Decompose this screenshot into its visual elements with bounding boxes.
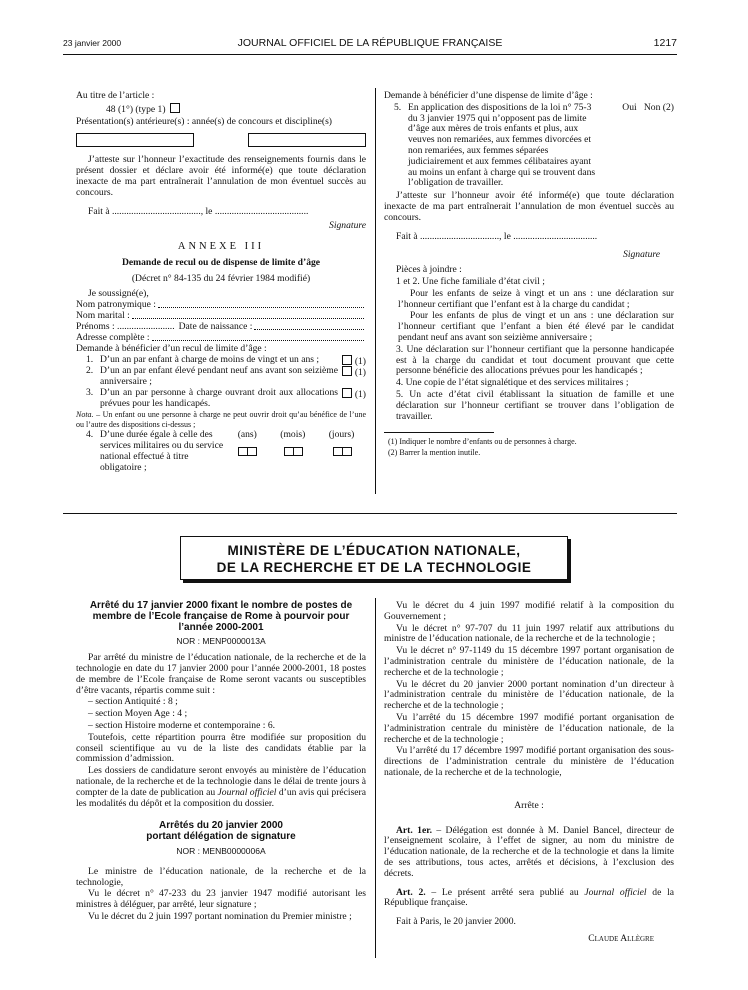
pieces-title: Pièces à joindre : (396, 264, 462, 276)
header-date: 23 janvier 2000 (63, 38, 122, 48)
page-header (63, 36, 677, 52)
arrete-2-p3: Vu le décret du 2 juin 1997 portant nomination du Premier ministre ; (88, 910, 352, 922)
article-1-text: – Délégation est donnée à M. Daniel Bancel, directeur de l’enseignement scolaire, à l’effet de signer, au nom du ministre de l’éducation nationale, de la recherche et de la technologie et dans la limite de ses attributions, tous actes, arrêtés et décisions, à l’exclusion des décrets. (384, 824, 674, 879)
duration-fields (226, 430, 366, 473)
article-1 (384, 826, 674, 880)
header-title: JOURNAL OFFICIEL DE LA RÉPUBLIQUE FRANÇAISE (237, 37, 503, 49)
ministry-line-1: MINISTÈRE DE L’ÉDUCATION NATIONALE, (227, 543, 521, 558)
attest-text-right: J’atteste sur l’honneur avoir été informé(e) que toute déclaration inexacte de ma part entraînerait l’annulation de mon éventuel succès au concours. (384, 190, 674, 223)
footnote-1: (1) Indiquer le nombre d’enfants ou de personnes à charge. (388, 437, 577, 447)
item-text: D’un an par enfant élevé pendant neuf ans avant son seizième anniversaire ; (100, 365, 338, 387)
journal-officiel-ref: Journal officiel (217, 786, 277, 798)
arrete-2-title: Arrêtés du 20 janvier 2000 portant délégation de signature (146, 820, 296, 843)
duration-months (280, 430, 305, 473)
nota-text (76, 410, 366, 429)
fait-a-line: Fait à ....................................., le ....................................... (88, 205, 309, 217)
field-fill[interactable] (152, 333, 364, 341)
item-checkbox[interactable] (340, 366, 366, 379)
section-antiquite: – section Antiquité : 8 ; (88, 696, 178, 708)
field-label: Nom marital : (76, 310, 130, 322)
section-moyen-age: – section Moyen Age : 4 ; (88, 708, 188, 720)
arrete-2-p2: Vu le décret n° 47-233 du 23 janvier 1947 modifié autorisant les ministres à déléguer, par arrêté, leur signature ; (76, 888, 366, 911)
arrete-1-title: Arrêté du 17 janvier 2000 fixant le nombre de postes de membre de l’Ecole française de Rome à pourvoir pour l’année 2000-2001 (89, 600, 353, 633)
field-label: Nom patronymique : (76, 299, 156, 311)
form-right-column (384, 91, 674, 458)
field-fill[interactable] (254, 322, 364, 330)
ministry-banner (180, 536, 568, 580)
dispense-item-5 (394, 103, 674, 189)
article-type-checkbox[interactable] (170, 103, 180, 113)
duration-label: (mois) (280, 429, 306, 441)
arrete-2-p1: Le ministre de l’éducation nationale, de la recherche et de la technologie, (76, 865, 366, 888)
p3-part: Les dossiers de candidature seront envoyés au ministère de l’éducation nationale, de la recherche et de la technologie dans le délai de trente jours à compter de la date de publication au (76, 765, 366, 798)
arrete-1-p1: Par arrêté du ministre de l’éducation nationale, de la recherche et de la technologie en date du 17 janvier 2000 pour l’année 2000-2001, 18 postes de membre de l’Ecole française de Rome seront vacants ou susceptibles d’être vacants, répartis comme suit : (76, 652, 366, 696)
duration-label: (ans) (237, 429, 257, 441)
field-label: Prénoms : ........................ (76, 320, 175, 332)
arrete-1-p3 (76, 766, 366, 809)
signature-label: Signature (329, 220, 366, 232)
signatory: Claude Allègre (588, 932, 654, 944)
fait-a-line-right: Fait à ................................., le ................................... (396, 230, 598, 242)
item-checkbox[interactable] (340, 388, 366, 401)
header-rule (63, 54, 677, 55)
item-note: (1) (354, 367, 366, 379)
arrete-label: Arrête : (514, 799, 544, 811)
article-2-text: de la République française. (384, 886, 674, 909)
footnote-rule (384, 432, 494, 433)
column-divider-upper (375, 88, 376, 494)
item-number: 1. (86, 354, 94, 366)
attest-text: J’atteste sur l’honneur l’exactitude des renseignements fournis dans le présent dossier et déclare avoir été informé(e) que toute déclaration inexacte de ma part entraînerait l’annulation de mon éventuel succès au concours. (76, 154, 366, 198)
field-label: Adresse complète : (76, 331, 150, 343)
field-label-naissance: Date de naissance : (178, 320, 253, 332)
recul-item-3 (86, 388, 366, 410)
item-text: D’un an par enfant à charge de moins de vingt et un ans ; (100, 354, 320, 366)
form-left-column (76, 91, 366, 474)
vu-6: Vu l’arrêté du 17 décembre 1997 modifié portant organisation des sous-directions de l’administration centrale du ministère de l’éducation nationale, de la recherche et de la technologie, (384, 745, 674, 778)
presentation-box-2[interactable] (248, 133, 366, 147)
duration-years (238, 430, 257, 473)
article-type: 48 (1°) (type 1) (106, 103, 166, 115)
presentation-boxes (76, 133, 366, 147)
footnote-2: (2) Barrer la mention inutile. (388, 447, 481, 457)
arretes-left-column (76, 601, 366, 924)
oui-non-choice[interactable]: Oui Non (2) (622, 101, 674, 113)
header-page-number: 1217 (653, 37, 677, 49)
demande-recul-label: Demande à bénéficier d’un recul de limite d’âge : (76, 342, 267, 354)
field-adresse (76, 333, 366, 344)
vu-1: Vu le décret du 4 juin 1997 modifié relatif à la composition du Gouvernement ; (384, 600, 674, 622)
article-label: Au titre de l’article : (76, 90, 155, 101)
article-2-text: – Le présent arrêté sera publié au (425, 886, 585, 898)
presentation-box-1[interactable] (76, 133, 194, 147)
signature-label-right: Signature (623, 249, 660, 261)
digit-box[interactable] (293, 447, 303, 456)
arrete-1-nor: NOR : MENP0000013A (176, 636, 266, 647)
presentation-label: Présentation(s) antérieure(s) : année(s) de concours et discipline(s) (76, 115, 333, 127)
ministry-line-2: DE LA RECHERCHE ET DE LA TECHNOLOGIE (216, 560, 532, 575)
arrete-2-nor: NOR : MENB0000006A (176, 845, 266, 856)
recul-item-4 (86, 430, 366, 473)
vu-5: Vu l’arrêté du 15 décembre 1997 modifié portant organisation de l’administration centrale du ministère de l’éducation nationale, de la recherche et de la technologie ; (384, 711, 674, 745)
piece-5: 5. Un acte d’état civil établissant la situation de famille et une déclaration sur l’honneur certifiant se trouver dans l’obligation de travailler. (396, 388, 674, 422)
item-number: 5. (394, 101, 402, 113)
piece-1-2: 1 et 2. Une fiche familiale d’état civil ; (396, 275, 545, 287)
piece-1-2-b: Pour les enfants de plus de vingt et un ans : une déclaration sur l’honneur certifiant que l’enfant a bien été élevé par le candidat pendant neuf ans avant son seizième anniversaire ; (398, 310, 674, 343)
column-divider-lower (375, 598, 376, 958)
annexe-title: ANNEXE III (177, 241, 265, 253)
article-1-label: Art. 1er. (396, 824, 432, 836)
field-fill[interactable] (158, 300, 364, 308)
recul-item-2 (86, 366, 366, 388)
journal-officiel-ref: Journal officiel (584, 886, 647, 898)
digit-box[interactable] (342, 447, 352, 456)
demande-dispense-label: Demande à bénéficier d’une dispense de limite d’âge : (384, 90, 593, 101)
vu-2: Vu le décret n° 97-707 du 11 juin 1997 relatif aux attributions du ministre de l’éducation nationale, de la recherche et de la technologie ; (384, 622, 674, 645)
item-note: (1) (354, 356, 366, 368)
item-5-row (408, 103, 674, 189)
item-4-text-wrap (86, 430, 226, 473)
nota-body: – Un enfant ou une personne à charge ne peut ouvrir droit qu’au bénéfice de l’une ou l’autre des dispositions ci-dessus ; (76, 410, 366, 429)
fait-paris: Fait à Paris, le 20 janvier 2000. (396, 916, 516, 928)
item-number: 2. (86, 365, 94, 377)
item-number: 3. (86, 386, 94, 398)
vu-4: Vu le décret du 20 janvier 2000 portant nomination d’un directeur à l’administration centrale du ministère de l’éducation nationale, de la recherche et de la technologie ; (384, 678, 674, 712)
digit-box[interactable] (247, 447, 257, 456)
item-note: (1) (354, 388, 366, 400)
item-text: En application des dispositions de la loi n° 75-3 du 3 janvier 1975 qui n’opposent pas de limite d’âge aux mères de trois enfants et plus, aux veuves non remariées, aux femmes divorcées et non remariées, aux femmes séparées judiciairement et aux femmes célibataires ayant au moins un enfant à charge qui se trouvent dans l’obligation de travailler. (408, 101, 596, 189)
article-2 (384, 888, 674, 910)
annexe-subtitle: Demande de recul ou de dispense de limite d’âge (121, 256, 321, 268)
arrete-1-p2: Toutefois, cette répartition pourra être modifiée sur proposition du conseil scientifique au vu de la liste des candidats établie par la commission d’admission. (76, 731, 366, 765)
decret-reference: (Décret n° 84-135 du 24 février 1984 modifié) (131, 272, 311, 284)
item-text: D’un an par personne à charge ouvrant droit aux allocations prévues pour les handicapés. (100, 386, 338, 409)
p3-part: d’un avis qui précisera les modalités du dépôt et la composition du dossier. (76, 786, 367, 809)
item-text: D’une durée égale à celle des services militaires ou du service national effectué à titre obligatoire ; (100, 429, 224, 473)
vu-3: Vu le décret n° 97-1149 du 15 décembre 1997 portant organisation de l’administration centrale du ministère de l’éducation nationale, de la recherche et de la technologie ; (384, 645, 674, 678)
duration-label: (jours) (328, 429, 355, 441)
duration-days (329, 430, 355, 473)
item-number: 4. (86, 429, 94, 441)
section-rule (63, 513, 677, 514)
article-2-label: Art. 2. (396, 886, 426, 898)
article-type-line (76, 103, 366, 116)
section-histoire: – section Histoire moderne et contemporaine : 6. (88, 719, 276, 731)
piece-1-2-a: Pour les enfants de seize à vingt et un ans : une déclaration sur l’honneur certifiant que l’enfant est à la charge du candidat ; (398, 287, 674, 310)
soussigne-label: Je soussigné(e), (88, 287, 149, 299)
piece-3: 3. Une déclaration sur l’honneur certifiant que la personne handicapée est à la charge du candidat et tout document prouvant que cette personne bénéficie des allocations prévues pour les handicapés ; (396, 343, 674, 377)
arretes-right-column (384, 601, 674, 946)
nota-label: Nota. (76, 410, 94, 420)
piece-4: 4. Une copie de l’état signalétique et des services militaires ; (396, 377, 629, 389)
field-fill[interactable] (132, 311, 364, 319)
